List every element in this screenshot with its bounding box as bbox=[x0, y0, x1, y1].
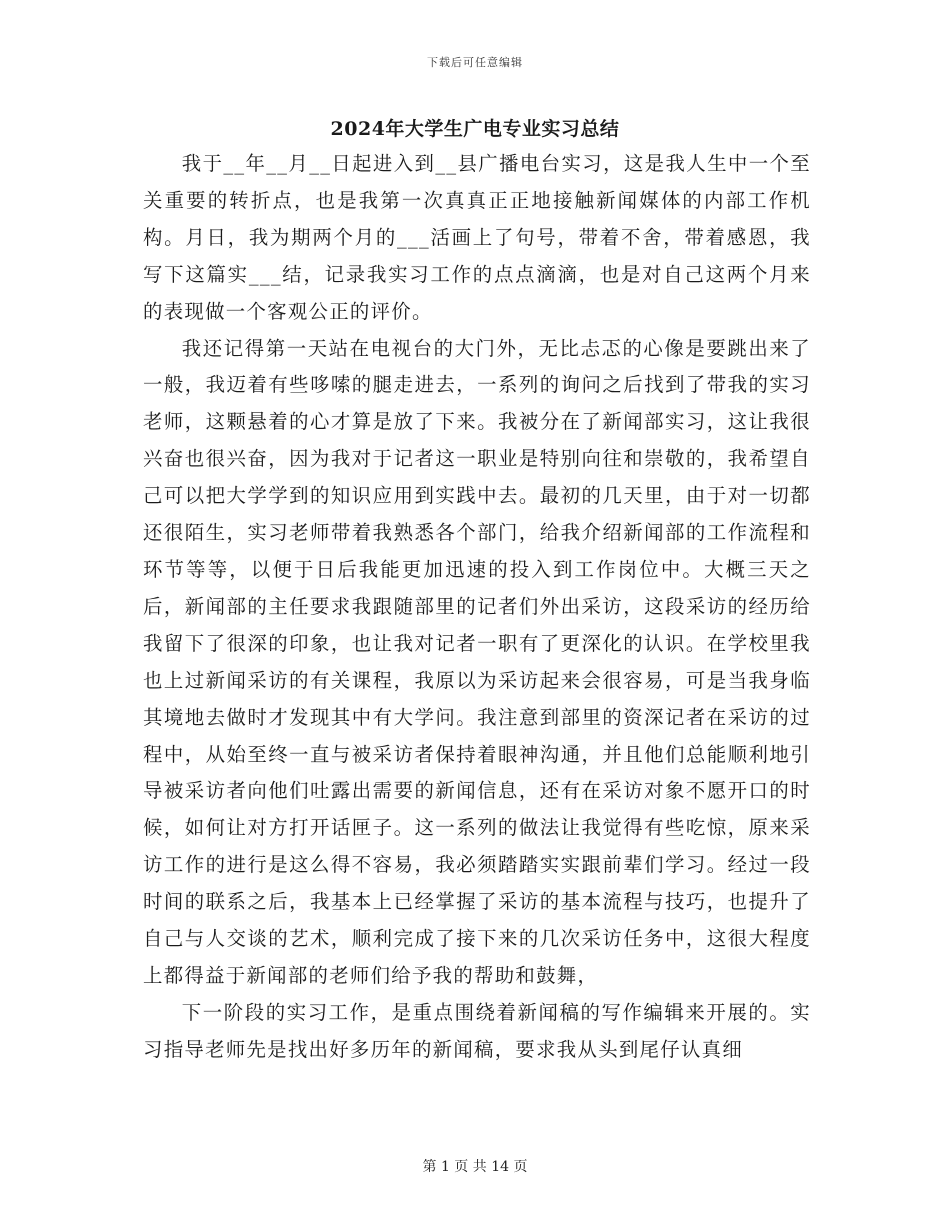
document-title: 2024年大学生广电专业实习总结 bbox=[330, 118, 620, 140]
document-body bbox=[143, 146, 811, 1069]
paragraph: 我于__年__月__日起进入到__县广播电台实习，这是我人生中一个至关重要的转折点，也是我第一次真真正正地接触新闻媒体的内部工作机构。月日，我为期两个月的___活画上了句号，带着不舍，带着感恩，我写下这篇实___结，记录我实习工作的点点滴滴，也是对自己这两个月来的表现做一个客观公正的评价。 bbox=[143, 152, 811, 323]
page-header-note: 下载后可任意编辑 bbox=[427, 56, 523, 69]
page-number-footer: 第 1 页 共 14 页 bbox=[422, 1159, 528, 1175]
paragraph: 下一阶段的实习工作，是重点围绕着新闻稿的写作编辑来开展的。实习指导老师先是找出好多历年的新闻稿，要求我从头到尾仔认真细 bbox=[143, 1000, 811, 1061]
paragraph: 我还记得第一天站在电视台的大门外，无比忐忑的心像是要跳出来了一般，我迈着有些哆嗦的腿走进去，一系列的询问之后找到了带我的实习老师，这颗悬着的心才算是放了下来。我被分在了新闻部实习，这让我很兴奋也很兴奋，因为我对于记者这一职业是特别向往和崇敬的，我希望自己可以把大学学到的知识应用到实践中去。最初的几天里，由于对一切都还很陌生，实习老师带着我熟悉各个部门，给我介绍新闻部的工作流程和环节等等，以便于日后我能更加迅速的投入到工作岗位中。大概三天之后，新闻部的主任要求我跟随部里的记者们外出采访，这段采访的经历给我留下了很深的印象，也让我对记者一职有了更深化的认识。在学校里我也上过新闻采访的有关课程，我原以为采访起来会很容易，可是当我身临其境地去做时才发现其中有大学问。我注意到部里的资深记者在采访的过程中，从始至终一直与被采访者保持着眼神沟通，并且他们总能顺利地引导被采访者向他们吐露出需要的新闻信息，还有在采访对象不愿开口的时候，如何让对方打开话匣子。这一系列的做法让我觉得有些吃惊，原来采访工作的进行是这么得不容易，我必须踏踏实实跟前辈们学习。经过一段时间的联系之后，我基本上已经掌握了采访的基本流程与技巧，也提升了自己与人交谈的艺术，顺利完成了接下来的几次采访任务中，这很大程度上都得益于新闻部的老师们给予我的帮助和鼓舞， bbox=[143, 336, 811, 987]
